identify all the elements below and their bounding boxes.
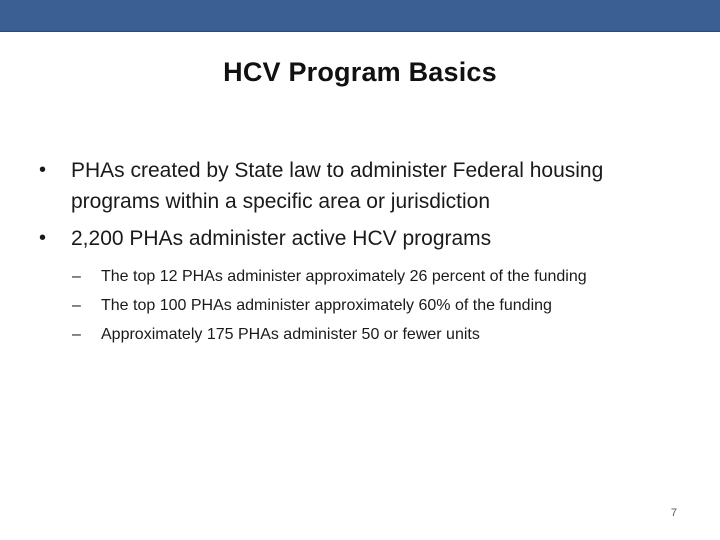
- sub-bullet-text: Approximately 175 PHAs administer 50 or fewer units: [101, 326, 480, 343]
- header-bar: [0, 0, 720, 32]
- sub-bullet-item: [68, 262, 697, 291]
- sub-bullet-text: The top 100 PHAs administer approximately 60% of the funding: [101, 297, 552, 314]
- bullet-item: [37, 223, 697, 349]
- bullet-list: [37, 155, 697, 355]
- sub-bullet-list: [68, 262, 697, 349]
- page-number: 7: [670, 507, 677, 519]
- bullet-marker: •: [39, 227, 47, 249]
- bullet-text: PHAs created by State law to administer Federal housing programs within a specific area or jurisdiction: [71, 159, 604, 213]
- sub-bullet-item: [68, 291, 697, 320]
- sub-bullet-marker: –: [72, 297, 81, 314]
- bullet-marker: •: [39, 159, 47, 181]
- bullet-item: [37, 155, 697, 217]
- sub-bullet-item: [68, 320, 697, 349]
- sub-bullet-text: The top 12 PHAs administer approximately 26 percent of the funding: [101, 268, 587, 285]
- bullet-text: 2,200 PHAs administer active HCV programs: [71, 227, 492, 250]
- slide-title: HCV Program Basics: [223, 57, 497, 87]
- sub-bullet-marker: –: [72, 326, 81, 343]
- sub-bullet-marker: –: [72, 268, 81, 285]
